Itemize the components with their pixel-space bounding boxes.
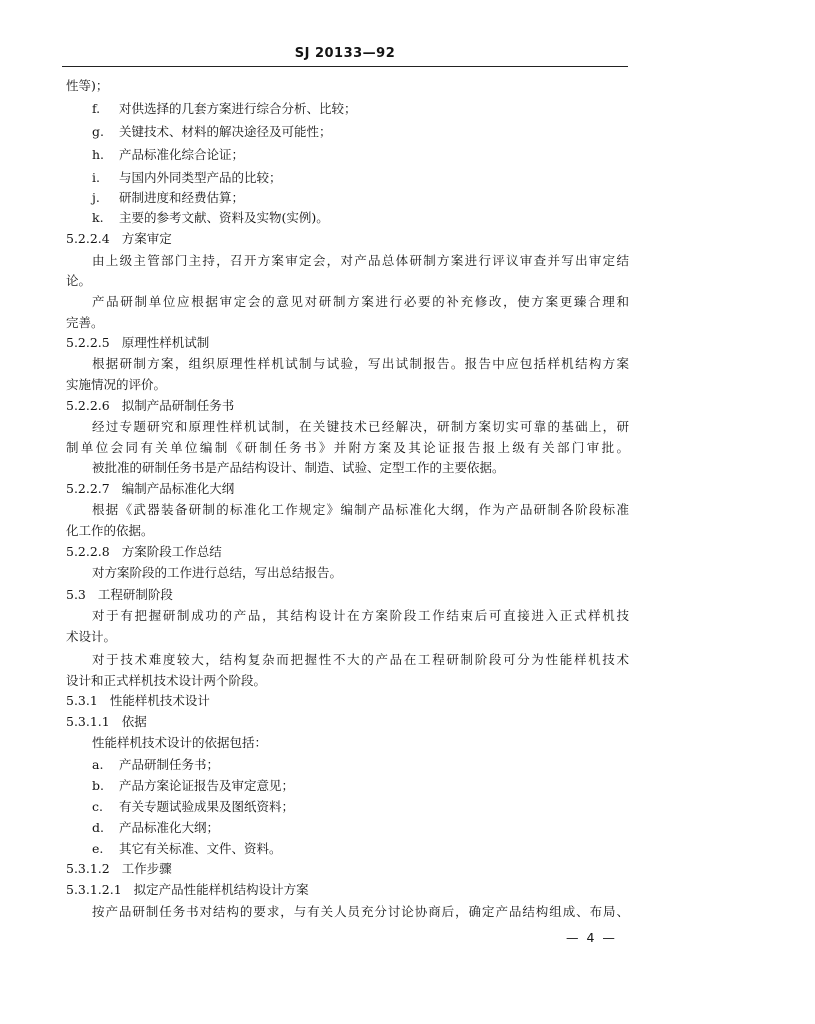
section-heading [66, 335, 629, 351]
text-line: 设计和正式样机技术设计两个阶段。 [66, 673, 267, 688]
section-title: 工作步骤 [121, 861, 172, 876]
list-label: h. [92, 147, 105, 162]
section-heading [66, 587, 629, 603]
section-heading [66, 481, 629, 497]
text-line: 被批准的研制任务书是产品结构设计、制造、试验、定型工作的主要依据。 [92, 460, 505, 475]
list-label: k. [92, 210, 104, 225]
list-text: 关键技术、材料的解决途径及可能性； [119, 124, 332, 139]
list-text: 产品方案论证报告及审定意见； [119, 778, 295, 793]
text-line: 经过专题研究和原理性样机试制，在关键技术已经解决，研制方案切实可靠的基础上，研 [92, 419, 629, 434]
list-text: 有关专题试验成果及图纸资料； [119, 799, 295, 814]
section-number: 5.2.2.8 [66, 544, 110, 559]
section-number: 5.3.1.2 [66, 861, 110, 876]
section-heading [66, 882, 629, 898]
section-title: 拟定产品性能样机结构设计方案 [133, 882, 309, 897]
text-line: 完善。 [66, 315, 104, 330]
section-title: 拟制产品研制任务书 [121, 398, 235, 413]
list-item-h [92, 147, 629, 163]
section-number: 5.2.2.4 [66, 231, 110, 246]
list-item-d [92, 820, 629, 836]
section-title: 依据 [121, 714, 147, 729]
list-label: j. [92, 190, 100, 205]
section-title: 方案审定 [121, 231, 172, 246]
text-line: 对于技术难度较大，结构复杂而把握性不大的产品在工程研制阶段可分为性能样机技术 [92, 652, 629, 667]
text-line: 对于有把握研制成功的产品，其结构设计在方案阶段工作结束后可直接进入正式样机技 [92, 608, 629, 623]
list-label: a. [92, 757, 104, 772]
list-label: b. [92, 778, 104, 793]
list-item-i [92, 170, 629, 186]
section-title: 编制产品标准化大纲 [121, 481, 235, 496]
list-item-j [92, 190, 629, 206]
list-item-g [92, 124, 629, 140]
section-heading [66, 861, 629, 877]
list-item-a [92, 757, 629, 773]
list-label: c. [92, 799, 103, 814]
list-item-k [92, 210, 629, 226]
list-label: f. [92, 101, 101, 116]
text-line: 按产品研制任务书对结构的要求，与有关人员充分讨论协商后，确定产品结构组成、布局、 [92, 904, 629, 919]
text-line: 由上级主管部门主持，召开方案审定会，对产品总体研制方案进行评议审查并写出审定结 [92, 253, 629, 268]
list-text: 与国内外同类型产品的比较； [119, 170, 282, 185]
list-label: d. [92, 820, 104, 835]
page-number: — 4 — [566, 930, 617, 945]
list-text: 产品标准化综合论证； [119, 147, 245, 162]
section-heading [66, 544, 629, 560]
list-item-f [92, 101, 629, 117]
text-line: 制单位会同有关单位编制《研制任务书》并附方案及其论证报告报上级有关部门审批。 [66, 440, 629, 455]
text-line: 产品研制单位应根据审定会的意见对研制方案进行必要的补充修改，使方案更臻合理和 [92, 294, 629, 309]
list-item-b [92, 778, 629, 794]
section-heading [66, 693, 629, 709]
section-number: 5.3 [66, 587, 86, 602]
text-line: 根据研制方案，组织原理性样机试制与试验，写出试制报告。报告中应包括样机结构方案 [92, 356, 629, 371]
section-number: 5.2.2.7 [66, 481, 110, 496]
list-text: 产品研制任务书； [119, 757, 220, 772]
section-number: 5.2.2.5 [66, 335, 110, 350]
section-title: 方案阶段工作总结 [121, 544, 222, 559]
section-title: 性能样机技术设计 [109, 693, 210, 708]
section-title: 工程研制阶段 [97, 587, 173, 602]
section-title: 原理性样机试制 [121, 335, 210, 350]
standard-code: SJ 20133—92 [294, 46, 396, 61]
text-line: 性等)； [66, 78, 109, 93]
section-number: 5.3.1.2.1 [66, 882, 122, 897]
section-heading [66, 231, 629, 247]
section-heading [66, 398, 629, 414]
list-text: 研制进度和经费估算； [119, 190, 245, 205]
section-number: 5.3.1.1 [66, 714, 110, 729]
list-text: 主要的参考文献、资料及实物(实例)。 [119, 210, 329, 225]
text-line: 化工作的依据。 [66, 523, 154, 538]
list-text: 产品标准化大纲； [119, 820, 220, 835]
list-label: g. [92, 124, 104, 139]
text-line: 对方案阶段的工作进行总结，写出总结报告。 [92, 565, 343, 580]
section-number: 5.3.1 [66, 693, 98, 708]
text-line: 实施情况的评价。 [66, 377, 167, 392]
list-item-c [92, 799, 629, 815]
text-line: 术设计。 [66, 629, 117, 644]
list-item-e [92, 841, 629, 857]
text-line: 根据《武器装备研制的标准化工作规定》编制产品标准化大纲，作为产品研制各阶段标准 [92, 502, 629, 517]
list-text: 其它有关标准、文件、资料。 [119, 841, 282, 856]
list-label: i. [92, 170, 100, 185]
section-number: 5.2.2.6 [66, 398, 110, 413]
section-heading [66, 714, 629, 730]
text-line: 论。 [66, 273, 92, 288]
text-line: 性能样机技术设计的依据包括： [92, 735, 268, 750]
list-label: e. [92, 841, 104, 856]
list-text: 对供选择的几套方案进行综合分析、比较； [119, 101, 357, 116]
